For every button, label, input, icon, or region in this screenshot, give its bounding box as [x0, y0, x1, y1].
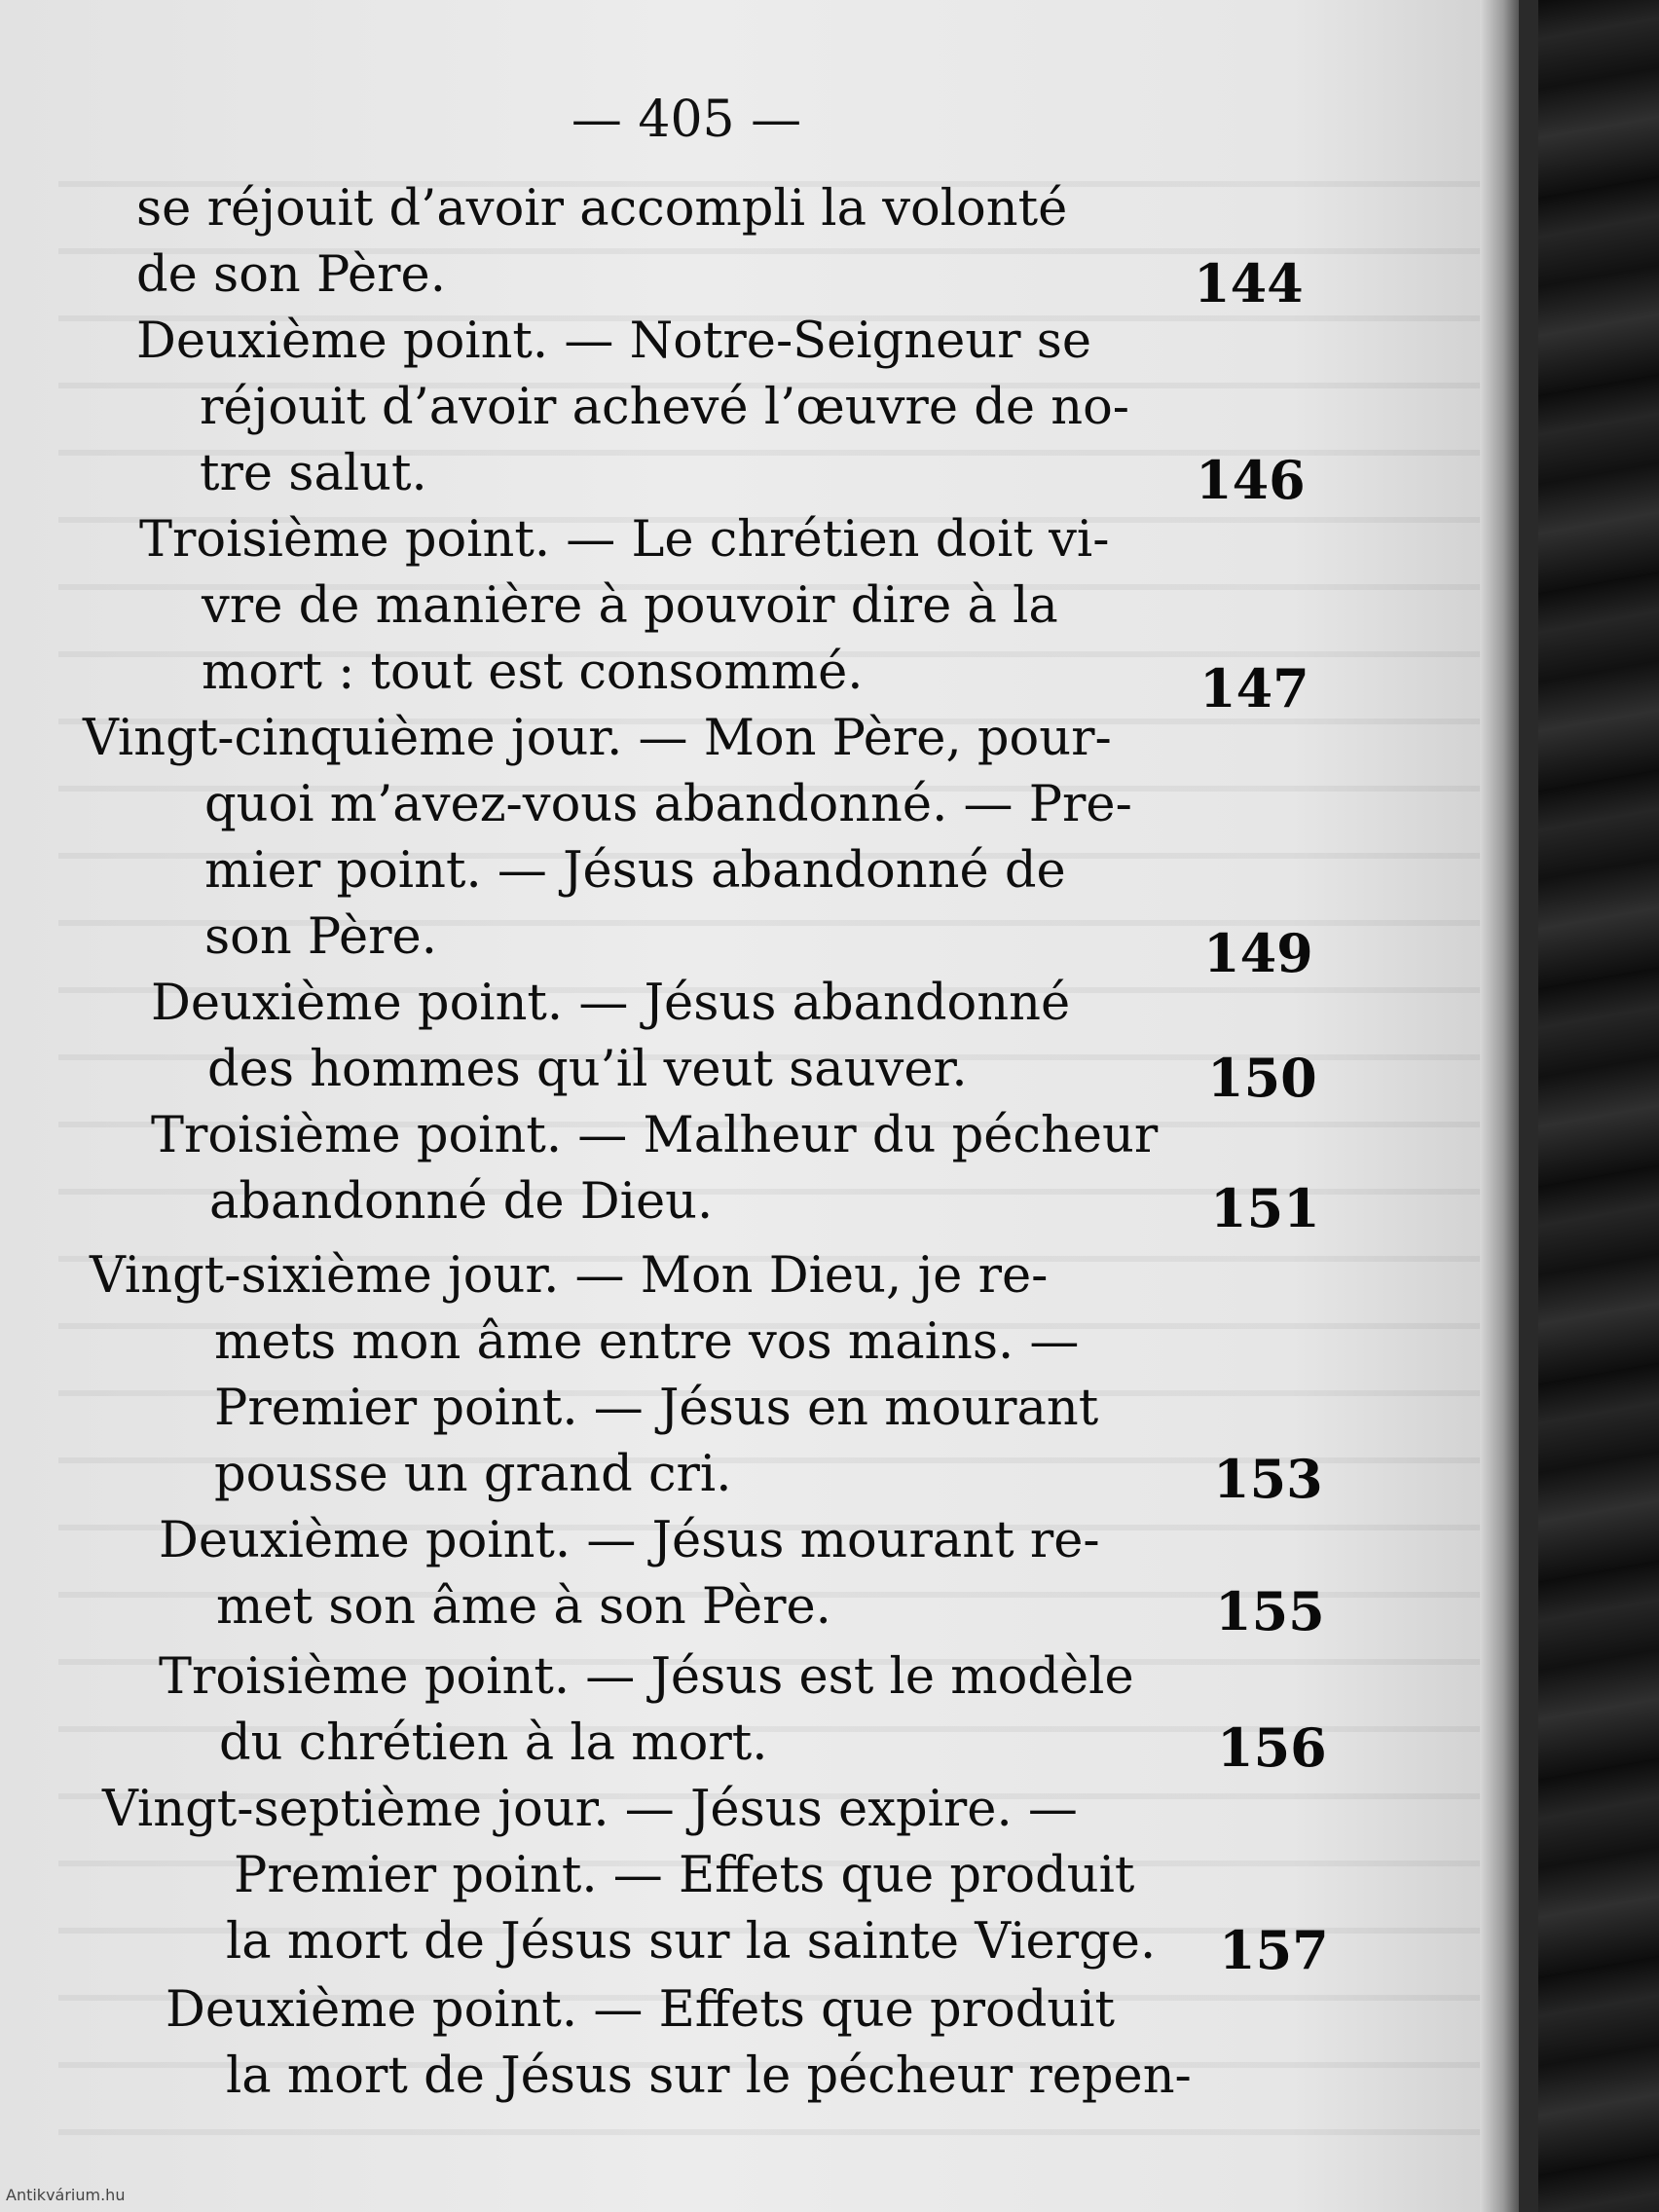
- toc-line: de son Père.: [136, 246, 446, 304]
- toc-line: Vingt-septième jour. — Jésus expire. —: [102, 1781, 1078, 1838]
- toc-line: Troisième point. — Jésus est le modèle: [159, 1648, 1134, 1706]
- toc-line: Troisième point. — Le chrétien doit vi-: [139, 511, 1110, 569]
- toc-line: Troisième point. — Malheur du pécheur: [151, 1107, 1159, 1164]
- toc-page-ref: 153: [1213, 1448, 1323, 1510]
- toc-line: pousse un grand cri.: [214, 1446, 732, 1503]
- toc-line: quoi m’avez-vous abandonné. — Pre-: [204, 776, 1132, 833]
- toc-line: des hommes qu’il veut sauver.: [207, 1041, 968, 1098]
- toc-line: tre salut.: [200, 445, 427, 502]
- toc-line: du chrétien à la mort.: [219, 1714, 768, 1772]
- toc-line: réjouit d’avoir achevé l’œuvre de no-: [200, 379, 1130, 436]
- toc-page-ref: 151: [1210, 1177, 1320, 1239]
- toc-line: la mort de Jésus sur le pécheur repen-: [226, 2047, 1192, 2105]
- book-gutter: [1519, 0, 1538, 2212]
- watermark-text: Antikvárium.hu: [6, 2186, 126, 2204]
- toc-line: son Père.: [204, 908, 437, 966]
- toc-line: Deuxième point. — Jésus mourant re-: [159, 1512, 1100, 1569]
- toc-page-ref: 157: [1219, 1919, 1329, 1981]
- toc-page-ref: 150: [1207, 1047, 1317, 1109]
- toc-line: Premier point. — Jésus en mourant: [214, 1380, 1099, 1437]
- book-spine: [1538, 0, 1659, 2212]
- toc-page-ref: 155: [1215, 1580, 1325, 1642]
- toc-page-ref: 147: [1199, 657, 1309, 719]
- toc-page-ref: 146: [1196, 449, 1306, 511]
- toc-page-ref: 144: [1194, 252, 1304, 314]
- toc-line: la mort de Jésus sur la sainte Vierge.: [226, 1913, 1157, 1971]
- toc-line: Deuxième point. — Notre-Seigneur se: [136, 313, 1092, 370]
- toc-line: se réjouit d’avoir accompli la volonté: [136, 180, 1068, 238]
- toc-line: vre de manière à pouvoir dire à la: [202, 577, 1058, 635]
- toc-line: Deuxième point. — Effets que produit: [166, 1981, 1116, 2039]
- toc-line: Vingt-sixième jour. — Mon Dieu, je re-: [90, 1247, 1049, 1305]
- toc-line: met son âme à son Père.: [216, 1578, 831, 1636]
- toc-line: mets mon âme entre vos mains. —: [214, 1313, 1080, 1371]
- toc-line: Premier point. — Effets que produit: [234, 1847, 1135, 1904]
- toc-line: mort : tout est consommé.: [202, 644, 864, 701]
- toc-line: abandonné de Dieu.: [209, 1173, 714, 1231]
- toc-line: Vingt-cinquième jour. — Mon Père, pour-: [83, 710, 1112, 767]
- page-number: — 405 —: [571, 91, 802, 149]
- toc-page-ref: 156: [1217, 1716, 1327, 1779]
- toc-line: Deuxième point. — Jésus abandonné: [151, 975, 1071, 1032]
- page-edge: [1480, 0, 1519, 2212]
- toc-page-ref: 149: [1203, 922, 1313, 984]
- toc-line: mier point. — Jésus abandonné de: [204, 842, 1066, 900]
